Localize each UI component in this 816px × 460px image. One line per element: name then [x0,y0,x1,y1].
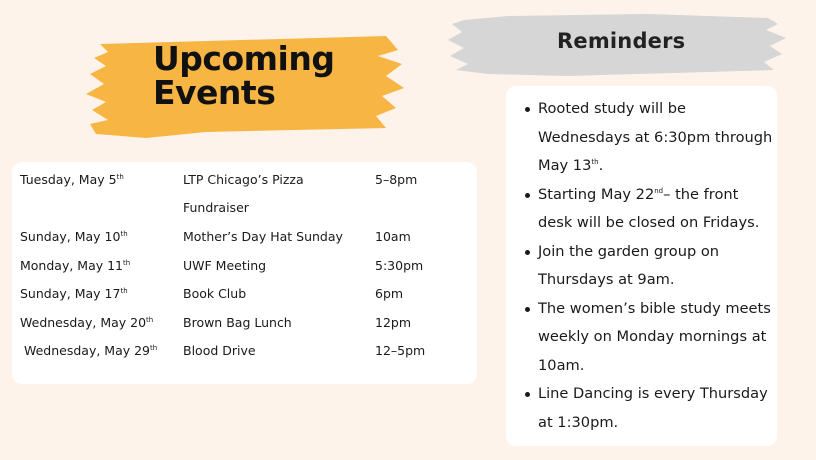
event-name: LTP Chicago’s Pizza [183,172,304,187]
event-name: Fundraiser [183,200,249,215]
table-row [12,286,477,312]
table-row [12,258,477,284]
event-name: Blood Drive [183,343,256,358]
event-date: Sunday, May 17th [20,286,128,301]
event-time: 12pm [375,315,412,330]
event-name: Book Club [183,286,247,301]
event-time: 12–5pm [375,343,426,358]
event-time: 5:30pm [375,258,424,273]
table-row [12,315,477,341]
event-date: Wednesday, May 29th [20,343,158,358]
event-time: 6pm [375,286,404,301]
upcoming-events-title: Upcoming Events [153,39,335,112]
event-name: Brown Bag Lunch [183,315,292,330]
event-time: 10am [375,229,411,244]
list-item: The women’s bible study meets weekly on Monday mornings at 10am. [506,295,777,381]
table-row [12,343,477,369]
reminders-list [506,95,777,437]
reminders-card [506,86,777,446]
event-date: Tuesday, May 5th [20,172,124,187]
list-item: Rooted study will be Wednesdays at 6:30pm through May 13th. [506,95,777,181]
list-item: Line Dancing is every Thursday at 1:30pm. [506,380,777,437]
event-name: Mother’s Day Hat Sunday [183,229,343,244]
events-table-card [12,162,477,384]
event-name: UWF Meeting [183,258,267,273]
table-row [12,200,477,226]
event-date: Monday, May 11th [20,258,131,273]
event-date: Sunday, May 10th [20,229,128,244]
reminders-title: Reminders [557,29,686,53]
list-item: Starting May 22nd– the front desk will be closed on Fridays. [506,181,777,238]
list-item: Join the garden group on Thursdays at 9am. [506,238,777,295]
event-date: Wednesday, May 20th [20,315,154,330]
table-row [12,229,477,255]
table-row [12,172,477,198]
event-time: 5–8pm [375,172,418,187]
